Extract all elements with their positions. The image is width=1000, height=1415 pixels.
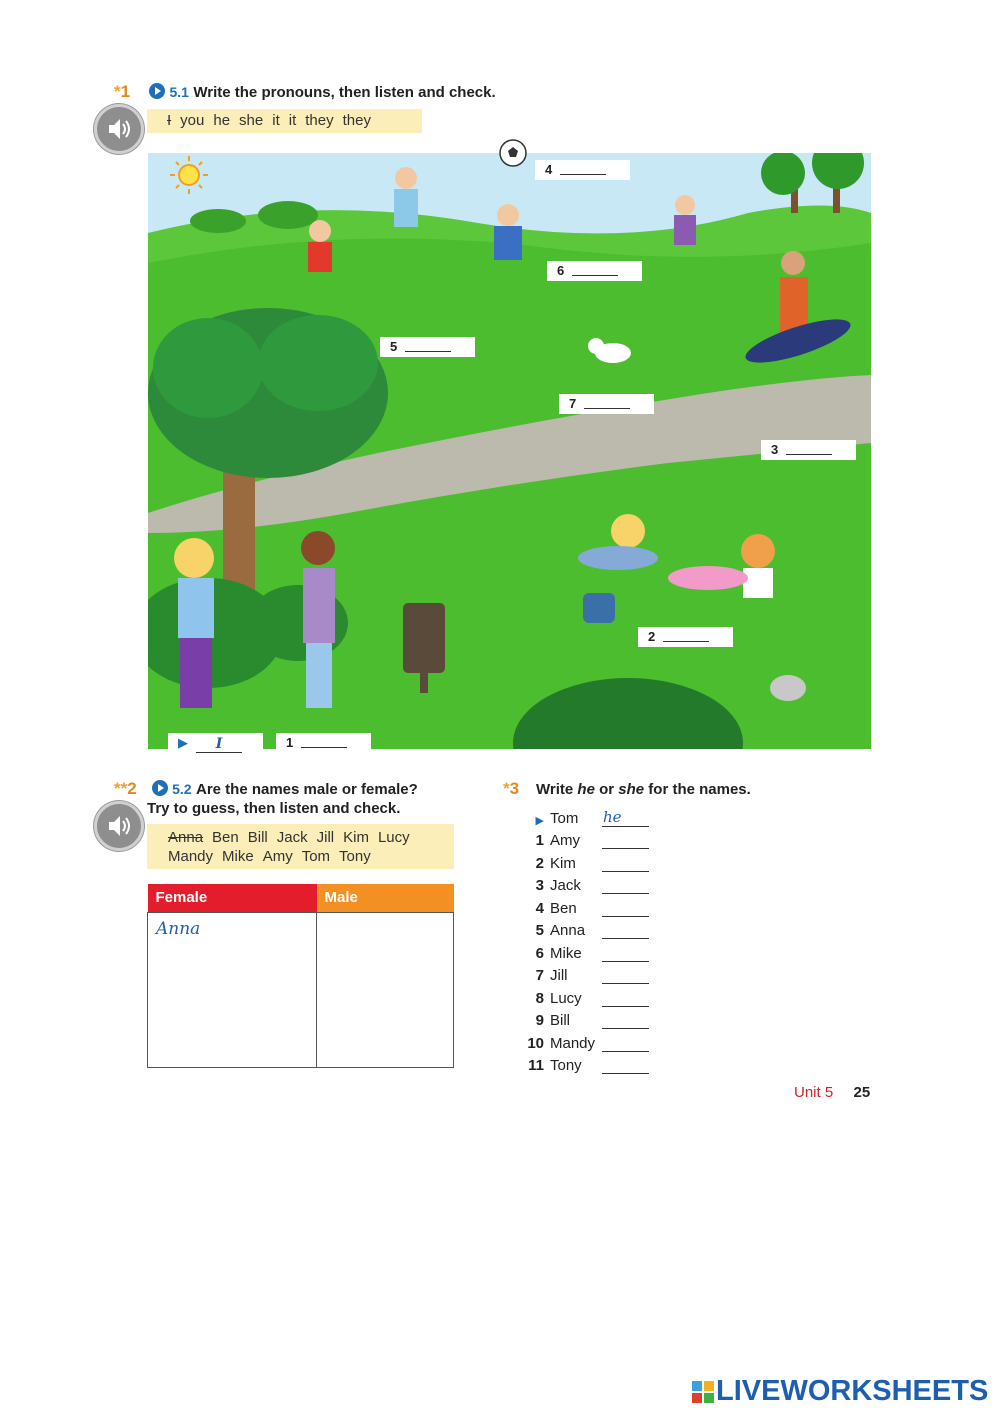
label-3 (761, 440, 856, 460)
list-item (522, 1029, 649, 1052)
list-item-name: Tony (550, 1057, 582, 1074)
list-item (522, 849, 649, 872)
word-box (147, 109, 422, 133)
word: it (288, 112, 297, 129)
exercise-number: 3 (509, 779, 520, 798)
word: she (239, 112, 264, 129)
answer-blank[interactable] (786, 442, 832, 455)
male-header: Male (317, 884, 454, 912)
unit-label: Unit 5 (794, 1084, 834, 1101)
answer-blank[interactable] (602, 879, 649, 894)
football (498, 138, 528, 173)
answer-blank[interactable] (602, 834, 649, 849)
list-item-name: Mandy (550, 1034, 596, 1052)
word: Jill (316, 829, 335, 846)
exercise-1-heading (114, 82, 496, 102)
list-item-number: 8 (535, 989, 544, 1007)
list-item-number: 2 (535, 854, 544, 872)
answer-blank[interactable] (602, 807, 649, 827)
answer-blank[interactable] (602, 924, 649, 939)
word-crossed: Anna (168, 829, 204, 846)
list-item-name: Tom (550, 809, 579, 827)
word-line-1 (168, 828, 454, 847)
answer-blank[interactable] (560, 162, 606, 175)
name-word-box (147, 824, 454, 869)
answer-blank[interactable] (602, 857, 649, 872)
liveworksheets-logo (692, 1375, 988, 1408)
list-item-example (522, 804, 649, 827)
exercise-3-heading (503, 779, 751, 799)
example-marker: ▶ (178, 735, 188, 750)
answer-blank[interactable] (602, 1014, 649, 1029)
answer-blank[interactable] (602, 902, 649, 917)
list-item-number: 6 (535, 944, 544, 962)
exercise-number: 2 (127, 779, 137, 798)
word: Mike (222, 848, 254, 865)
track-number: 5.2 (172, 781, 192, 797)
instruction-part: Write (536, 781, 578, 798)
label-5 (380, 337, 475, 357)
list-item-number: 5 (535, 922, 544, 939)
speaker-icon (97, 107, 141, 151)
label-7 (559, 394, 654, 414)
label-2 (638, 627, 733, 647)
play-track-icon[interactable] (149, 83, 165, 99)
word-crossed: I (167, 112, 172, 129)
exercise-instruction: Write the pronouns, then listen and check. (193, 84, 496, 101)
difficulty-star: * (503, 779, 510, 798)
word: he (213, 112, 231, 129)
word: Lucy (377, 829, 410, 846)
answer-blank[interactable] (602, 969, 649, 984)
answer-blank[interactable] (602, 947, 649, 962)
track-number: 5.1 (169, 84, 189, 100)
list-item (522, 939, 649, 962)
word-line-2 (168, 847, 454, 866)
list-item-number: 10 (527, 1034, 544, 1052)
exercise-2-heading (114, 779, 418, 799)
exercise-instruction: Are the names male or female? (195, 781, 418, 798)
difficulty-star: ** (114, 779, 128, 798)
list-item (522, 827, 649, 850)
list-item-name: Anna (550, 922, 586, 939)
label-number: 7 (569, 396, 577, 411)
word: Amy (262, 848, 293, 865)
word: Mandy (168, 848, 214, 865)
word: you (180, 112, 205, 129)
answer-blank[interactable] (602, 992, 649, 1007)
list-item-name: Jack (550, 877, 581, 894)
instruction-part: for the names. (644, 781, 751, 798)
exercise-number: 1 (120, 82, 131, 101)
label-number: 2 (648, 629, 656, 644)
label-number: 4 (545, 162, 553, 177)
list-item-number: 3 (535, 877, 544, 894)
speaker-icon (97, 804, 141, 848)
list-item-name: Kim (550, 854, 576, 872)
label-1 (276, 733, 371, 753)
logo-text: LIVEWORKSHEETS (716, 1375, 989, 1407)
audio-speaker-button[interactable] (94, 104, 144, 154)
answer-blank[interactable] (602, 1037, 649, 1052)
label-4 (535, 160, 630, 180)
logo-icon (692, 1381, 714, 1403)
exercise-instruction-line2: Try to guess, then listen and check. (147, 800, 401, 817)
list-item (522, 1052, 649, 1075)
female-column[interactable] (148, 912, 317, 1067)
word: Jack (276, 829, 308, 846)
word: Kim (343, 829, 369, 846)
pronoun-list (522, 804, 649, 1074)
page-number: 25 (853, 1084, 871, 1101)
list-item-number: 4 (535, 899, 544, 917)
list-item (522, 984, 649, 1007)
female-header: Female (148, 884, 317, 912)
label-example (168, 733, 263, 753)
list-item-name: Mike (550, 944, 582, 962)
example-answer: he (603, 807, 622, 826)
word: it (272, 112, 280, 129)
word: Ben (212, 829, 239, 846)
label-number: 1 (286, 735, 294, 750)
list-item-number: 1 (535, 832, 544, 849)
list-item-name: Lucy (550, 989, 582, 1007)
instruction-she: she (618, 781, 645, 798)
list-item-number: 7 (535, 967, 544, 984)
label-number: 5 (390, 339, 398, 354)
audio-speaker-button[interactable] (94, 801, 144, 851)
exercise-instruction (536, 781, 751, 798)
answer-blank[interactable] (572, 263, 618, 276)
list-item (522, 894, 649, 917)
word: they (305, 112, 334, 129)
answer-blank[interactable] (584, 396, 630, 409)
list-item (522, 872, 649, 895)
list-item (522, 917, 649, 940)
list-item-number: 9 (535, 1012, 544, 1029)
word: Bill (247, 829, 268, 846)
example-marker: ▶ (535, 814, 544, 827)
label-6 (547, 261, 642, 281)
word: Tony (339, 848, 371, 865)
answer-blank[interactable] (405, 339, 451, 352)
difficulty-star: * (114, 82, 121, 101)
instruction-he: he (577, 781, 595, 798)
answer-blank[interactable] (663, 629, 709, 642)
list-item-name: Bill (550, 1012, 571, 1029)
list-item-name: Jill (550, 967, 568, 984)
list-item-number: 11 (528, 1057, 544, 1074)
list-item (522, 962, 649, 985)
label-number: 6 (557, 263, 565, 278)
answer-blank[interactable]: I (196, 738, 242, 753)
list-item-name: Amy (550, 832, 580, 849)
word: Tom (301, 848, 331, 865)
list-item-name: Ben (550, 899, 577, 917)
male-column[interactable] (317, 912, 454, 1067)
female-male-table (147, 884, 454, 1068)
instruction-part: or (594, 781, 619, 798)
female-example-answer: Anna (156, 918, 201, 939)
word: they (342, 112, 371, 129)
page-footer (794, 1084, 870, 1101)
label-number: 3 (771, 442, 779, 457)
answer-blank[interactable] (301, 735, 347, 748)
list-item (522, 1007, 649, 1030)
answer-blank[interactable] (602, 1059, 649, 1074)
play-track-icon[interactable] (152, 780, 168, 796)
